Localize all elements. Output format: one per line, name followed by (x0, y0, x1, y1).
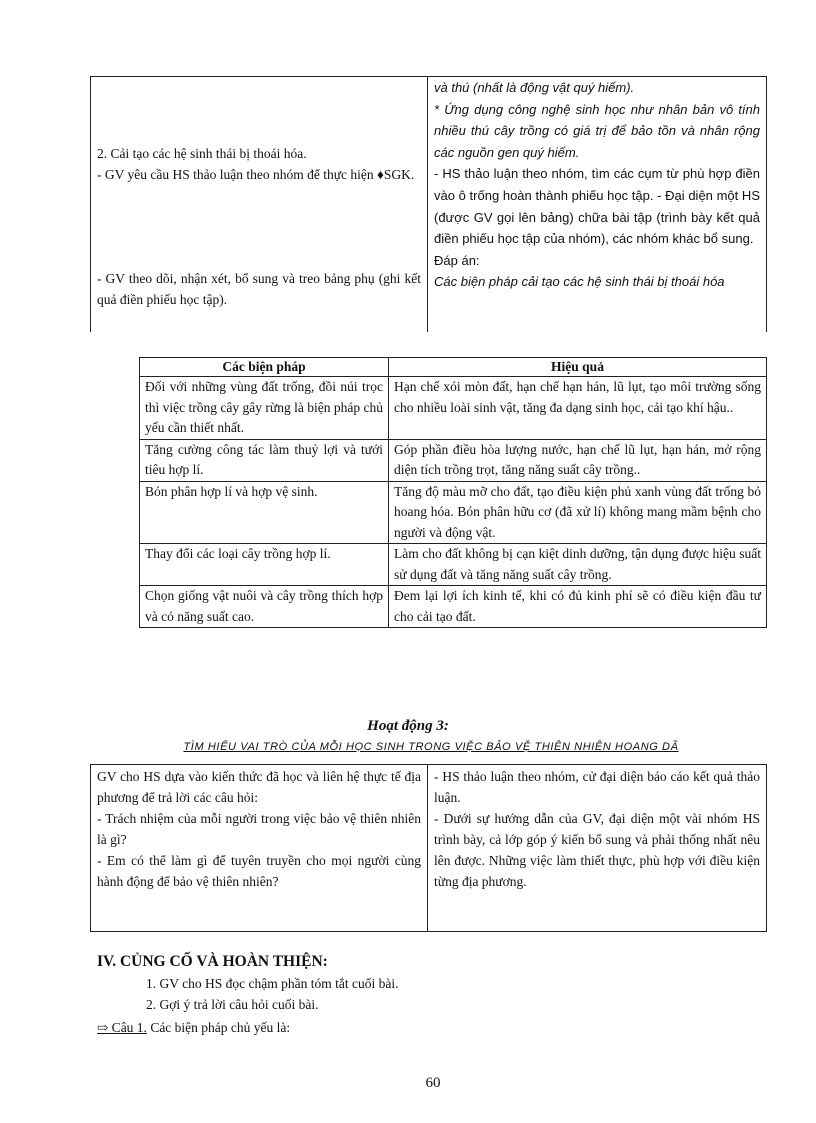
effect-cell: Làm cho đất không bị cạn kiệt dinh dưỡng, tận dụng được hiệu suất sử dụng đất và tăng năng suất cây trồng. (389, 544, 767, 586)
list-item: 1. GV cho HS đọc chậm phần tóm tắt cuối bài. (146, 976, 399, 991)
page-number: 60 (425, 1075, 441, 1091)
column-header-effects: Hiệu quả (389, 358, 767, 377)
restoration-measures-table (139, 357, 767, 628)
teacher-activity-cell (91, 765, 428, 932)
table-row (91, 765, 767, 932)
section-title: IV. CỦNG CỐ VÀ HOÀN THIỆN: (97, 953, 328, 970)
question-responsibility: - Trách nhiệm của mỗi người trong việc bảo vệ thiên nhiên là gì? (97, 811, 421, 847)
table-row (140, 481, 767, 544)
lesson-activity-table (90, 76, 767, 332)
list-item: 2. Gợi ý trả lời câu hỏi cuối bài. (146, 997, 319, 1012)
measure-cell: Tăng cường công tác làm thuỷ lợi và tưới tiêu hợp lí. (140, 439, 389, 481)
answer-text: Các biện pháp cải tạo các hệ sinh thái bị thoái hóa (434, 274, 725, 290)
measure-cell: Thay đổi các loại cây trồng hợp lí. (140, 544, 389, 586)
biotech-note: * Ứng dụng công nghệ sinh học như nhân bản vô tính nhiều thú cây trồng có giá trị để bảo tồn và nhân rộng các nguồn gen quý hiếm. (434, 101, 760, 160)
question-line (97, 1020, 290, 1036)
effect-cell: Đem lại lợi ích kinh tế, khi có đủ kinh phí sẽ có điều kiện đầu tư cho cải tạo đất. (389, 586, 767, 628)
table-row (140, 586, 767, 628)
measure-cell: Chọn giống vật nuôi và cây trồng thích hợp và có năng suất cao. (140, 586, 389, 628)
student-activity-cell (428, 77, 766, 332)
effect-cell: Hạn chế xói mòn đất, hạn chế hạn hán, lũ lụt, tạo môi trường sống cho nhiều loài sinh vật, tăng đa dạng sinh học, cải tạo khí hậu.. (389, 377, 767, 440)
table-header-row (140, 358, 767, 377)
table-row (140, 544, 767, 586)
question-label: ⇨ Câu 1. (97, 1020, 147, 1035)
teacher-activity-block-1 (97, 143, 421, 185)
answer-label: Đáp án: (434, 252, 480, 268)
section-heading-restore-ecosystems: 2. Cải tạo các hệ sinh thái bị thoái hóa. (97, 146, 307, 161)
student-discussion-text: - HS thảo luận theo nhóm, tìm các cụm từ phù hợp điền vào ô trống hoàn thành phiếu học tập. - Đại diện một HS (được GV gọi lên bảng) chữa bài tập (trình bày kết quả điền phiếu học tập của nhóm), các nhóm khác bổ sung. (434, 166, 760, 247)
student-presentation: - Dưới sự hướng dẫn của GV, đại diện một vài nhóm HS trình bày, cả lớp góp ý kiến bổ sung và phải thống nhất nêu lên được. Những việc làm thiết thực, phù hợp với điều kiện từng địa phương. (434, 811, 760, 889)
activity-subtitle: TÌM HIỂU VAI TRÒ CỦA MỖI HỌC SINH TRONG VIỆC BẢO VỆ THIÊN NHIÊN HOANG DÃ (183, 741, 679, 753)
student-discussion: - HS thảo luận theo nhóm, cử đại diện báo cáo kết quả thảo luận. (434, 769, 760, 805)
table-row (140, 439, 767, 481)
column-header-measures: Các biện pháp (140, 358, 389, 377)
question-propaganda: - Em có thể làm gì để tuyên truyền cho mọi người cùng hành động để bảo vệ thiên nhiên? (97, 853, 421, 889)
activity-title: Hoạt động 3: (367, 718, 449, 734)
teacher-prompt: GV cho HS dựa vào kiến thức đã học và liên hệ thực tế địa phương để trả lời các câu hỏi: (97, 769, 421, 805)
continuation-line: và thú (nhất là động vật quý hiếm). (434, 80, 635, 95)
question-text: Các biện pháp chủ yếu là: (146, 1020, 291, 1035)
teacher-instruction: - GV yêu cầu HS thảo luận theo nhóm để thực hiện ♦SGK. (97, 167, 415, 182)
activity-table (90, 764, 767, 932)
measure-cell: Bón phân hợp lí và hợp vệ sinh. (140, 481, 389, 544)
effect-cell: Tăng độ màu mỡ cho đất, tạo điều kiện phủ xanh vùng đất trống bỏ hoang hóa. Bón phân hữu cơ (đã xử lí) không mang mầm bệnh cho người và động vật. (389, 481, 767, 544)
measure-cell: Đối với những vùng đất trống, đồi núi trọc thì việc trồng cây gây rừng là biện pháp chủ yếu cần thiết nhất. (140, 377, 389, 440)
student-activity-cell (428, 765, 767, 932)
effect-cell: Góp phần điều hòa lượng nước, hạn chế lũ lụt, hạn hán, mở rộng diện tích trồng trọt, tăng năng suất cây trồng.. (389, 439, 767, 481)
table-row (140, 377, 767, 440)
teacher-activity-cell (91, 77, 428, 332)
teacher-follow-up: - GV theo dõi, nhận xét, bổ sung và treo bảng phụ (ghi kết quả điền phiếu học tập). (97, 271, 421, 307)
